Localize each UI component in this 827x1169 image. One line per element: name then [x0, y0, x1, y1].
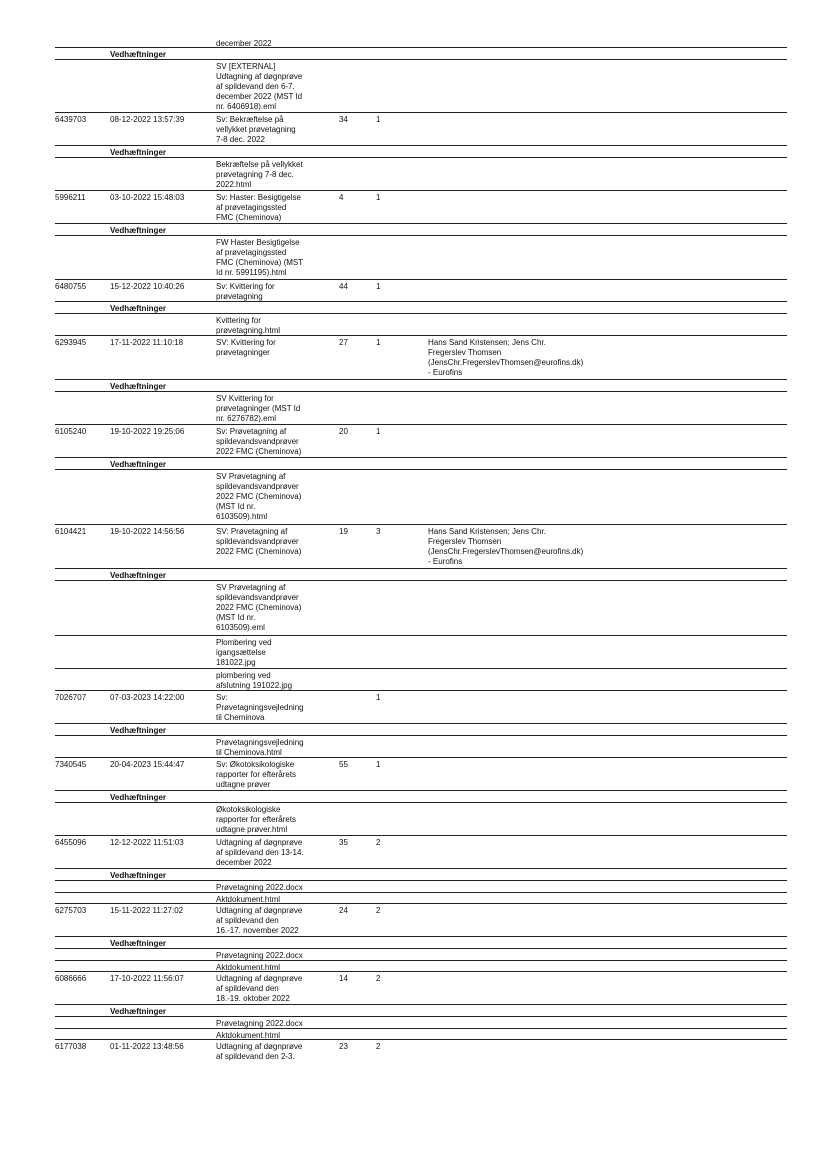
record-count: 24 [339, 906, 348, 915]
attachment-file-row [55, 1017, 787, 1029]
attachment-filename: Prøvetagningsvejledning til Cheminova.html [216, 738, 304, 757]
attachments-label: Vedhæftninger [110, 726, 167, 735]
attachment-file-row [55, 803, 787, 836]
record-id: 7340545 [55, 760, 87, 769]
attachment-filename: Aktdokument.html [216, 1031, 281, 1040]
attachments-header-row [55, 791, 787, 803]
record-row [55, 280, 787, 302]
record-row [55, 758, 787, 791]
record-type: 2 [376, 906, 381, 915]
record-id: 6086666 [55, 974, 87, 983]
record-recipients: Hans Sand Kristensen; Jens Chr. Fregerslev Thomsen (JensChr.FregerslevThomsen@eurofins.dk) - Eurofins [428, 527, 584, 566]
record-type: 2 [376, 1042, 381, 1051]
record-row [55, 113, 787, 146]
attachment-filename: Aktdokument.html [216, 895, 281, 904]
record-datetime: 15-12-2022 10:40:26 [110, 282, 185, 291]
attachment-file-row [55, 636, 787, 669]
attachment-filename: Prøvetagning 2022.docx [216, 1019, 303, 1028]
record-title: Sv: Økotoksikologiske rapporter for efterårets udtagne prøver [216, 760, 297, 789]
attachment-file-row [55, 314, 787, 336]
record-title: Udtagning af døgnprøve af spildevand den 16.-17. november 2022 [216, 906, 303, 935]
attachments-label: Vedhæftninger [110, 148, 167, 157]
attachment-file-row [55, 893, 787, 904]
record-id: 6439703 [55, 115, 87, 124]
attachment-file-row [55, 37, 787, 48]
attachment-filename: Plombering ved igangsættelse 181022.jpg [216, 638, 272, 667]
record-type: 2 [376, 838, 381, 847]
attachments-header-row [55, 458, 787, 470]
record-type: 1 [376, 338, 381, 347]
record-datetime: 19-10-2022 14:56:56 [110, 527, 185, 536]
record-type: 1 [376, 282, 381, 291]
record-row [55, 972, 787, 1005]
record-count: 4 [339, 193, 344, 202]
record-datetime: 08-12-2022 13:57:39 [110, 115, 185, 124]
attachment-filename: SV Prøvetagning af spildevandsvandprøver 2022 FMC (Cheminova) (MST Id nr. 6103509).html [216, 472, 302, 521]
record-type: 2 [376, 974, 381, 983]
record-datetime: 12-12-2022 11:51:03 [110, 838, 184, 847]
attachment-filename: SV Prøvetagning af spildevandsvandprøver 2022 FMC (Cheminova) (MST Id nr. 6103509).eml [216, 583, 302, 632]
record-title: Udtagning af døgnprøve af spildevand den 18.-19. oktober 2022 [216, 974, 303, 1003]
attachments-header-row [55, 380, 787, 392]
record-id: 6275703 [55, 906, 87, 915]
attachment-file-row [55, 881, 787, 893]
continued-title: december 2022 [216, 39, 272, 48]
record-datetime: 03-10-2022 15:48:03 [110, 193, 185, 202]
record-id: 5996211 [55, 193, 86, 202]
record-row [55, 191, 787, 224]
record-count: 27 [339, 338, 348, 347]
record-count: 19 [339, 527, 348, 536]
attachment-file-row [55, 60, 787, 113]
attachment-file-row [55, 1029, 787, 1040]
record-count: 23 [339, 1042, 348, 1051]
record-type: 3 [376, 527, 381, 536]
attachment-filename: SV [EXTERNAL] Udtagning af døgnprøve af spildevand den 6-7. december 2022 (MST Id nr. 6406918).eml [216, 62, 303, 111]
record-datetime: 15-11-2022 11:27:02 [110, 906, 184, 915]
record-datetime: 07-03-2023 14:22:00 [110, 693, 185, 702]
attachment-file-row [55, 392, 787, 425]
record-id: 6293945 [55, 338, 87, 347]
record-row [55, 836, 787, 869]
record-title: Sv: Haster: Besigtigelse af prøvetagingssted FMC (Cheminova) [216, 193, 301, 222]
record-datetime: 17-10-2022 11:56:07 [110, 974, 184, 983]
record-title: SV: Prøvetagning af spildevandsvandprøver 2022 FMC (Cheminova) [216, 527, 302, 556]
attachment-file-row [55, 158, 787, 191]
record-type: 1 [376, 760, 381, 769]
record-count: 35 [339, 838, 348, 847]
attachment-filename: Bekræftelse på vellykket prøvetagning 7-8 dec. 2022.html [216, 160, 303, 189]
attachment-file-row [55, 581, 787, 636]
attachment-filename: SV Kvittering for prøvetagninger (MST Id nr. 6276782).eml [216, 394, 301, 423]
record-type: 1 [376, 193, 381, 202]
record-count: 44 [339, 282, 348, 291]
record-type: 1 [376, 115, 381, 124]
attachments-label: Vedhæftninger [110, 793, 167, 802]
record-id: 6480755 [55, 282, 87, 291]
record-row [55, 336, 787, 380]
record-title: Sv: Bekræftelse på vellykket prøvetagning 7-8 dec. 2022 [216, 115, 296, 144]
attachment-filename: FW Haster Besigtigelse af prøvetagingssted FMC (Cheminova) (MST Id nr. 5991195).html [216, 238, 304, 277]
record-datetime: 01-11-2022 13:48:56 [110, 1042, 184, 1051]
attachments-header-row [55, 146, 787, 158]
record-title: SV: Kvittering for prøvetagninger [216, 338, 276, 357]
record-recipients: Hans Sand Kristensen; Jens Chr. Fregerslev Thomsen (JensChr.FregerslevThomsen@eurofins.dk) - Eurofins [428, 338, 584, 377]
record-title: Sv: Prøvetagning af spildevandsvandprøver 2022 FMC (Cheminova) [216, 427, 302, 456]
attachment-file-row [55, 236, 787, 280]
attachment-filename: plombering ved afslutning 191022.jpg [216, 671, 293, 690]
record-title: Sv: Kvittering for prøvetagning [216, 282, 275, 301]
record-row [55, 525, 787, 569]
record-datetime: 19-10-2022 19:25:06 [110, 427, 185, 436]
record-row [55, 691, 787, 724]
attachments-label: Vedhæftninger [110, 226, 167, 235]
record-row [55, 1040, 787, 1064]
attachments-label: Vedhæftninger [110, 382, 167, 391]
attachments-label: Vedhæftninger [110, 50, 167, 59]
record-datetime: 17-11-2022 11:10:18 [110, 338, 184, 347]
record-row [55, 904, 787, 937]
record-row [55, 425, 787, 458]
attachment-filename: Økotoksikologiske rapporter for efterårets udtagne prøver.html [216, 805, 297, 834]
attachments-label: Vedhæftninger [110, 1007, 167, 1016]
attachments-header-row [55, 1005, 787, 1017]
attachments-header-row [55, 569, 787, 581]
record-id: 6105240 [55, 427, 87, 436]
record-title: Udtagning af døgnprøve af spildevand den 13-14. december 2022 [216, 838, 304, 867]
record-count: 55 [339, 760, 348, 769]
record-id: 7026707 [55, 693, 87, 702]
attachments-label: Vedhæftninger [110, 871, 167, 880]
record-type: 1 [376, 693, 381, 702]
attachments-label: Vedhæftninger [110, 939, 167, 948]
attachment-file-row [55, 949, 787, 961]
attachment-filename: Prøvetagning 2022.docx [216, 951, 303, 960]
attachments-header-row [55, 224, 787, 236]
attachments-header-row [55, 869, 787, 881]
record-title: Udtagning af døgnprøve af spildevand den 2-3. [216, 1042, 303, 1061]
attachment-file-row [55, 736, 787, 758]
attachment-filename: Kvittering for prøvetagning.html [216, 316, 281, 335]
record-datetime: 20-04-2023 15:44:47 [110, 760, 185, 769]
attachments-header-row [55, 937, 787, 949]
attachment-filename: Prøvetagning 2022.docx [216, 883, 303, 892]
attachments-label: Vedhæftninger [110, 571, 167, 580]
record-count: 14 [339, 974, 348, 983]
attachment-filename: Aktdokument.html [216, 963, 281, 972]
attachments-header-row [55, 302, 787, 314]
attachments-label: Vedhæftninger [110, 304, 167, 313]
attachment-file-row [55, 669, 787, 691]
record-count: 34 [339, 115, 348, 124]
attachments-header-row [55, 724, 787, 736]
record-type: 1 [376, 427, 381, 436]
attachments-header-row [55, 48, 787, 60]
document-table [0, 37, 827, 1064]
attachment-file-row [55, 470, 787, 525]
record-title: Sv: Prøvetagningsvejledning til Cheminova [216, 693, 304, 722]
attachments-label: Vedhæftninger [110, 460, 167, 469]
record-id: 6177038 [55, 1042, 87, 1051]
record-count: 20 [339, 427, 348, 436]
record-id: 6104421 [55, 527, 87, 536]
attachment-file-row [55, 961, 787, 972]
record-id: 6455096 [55, 838, 87, 847]
